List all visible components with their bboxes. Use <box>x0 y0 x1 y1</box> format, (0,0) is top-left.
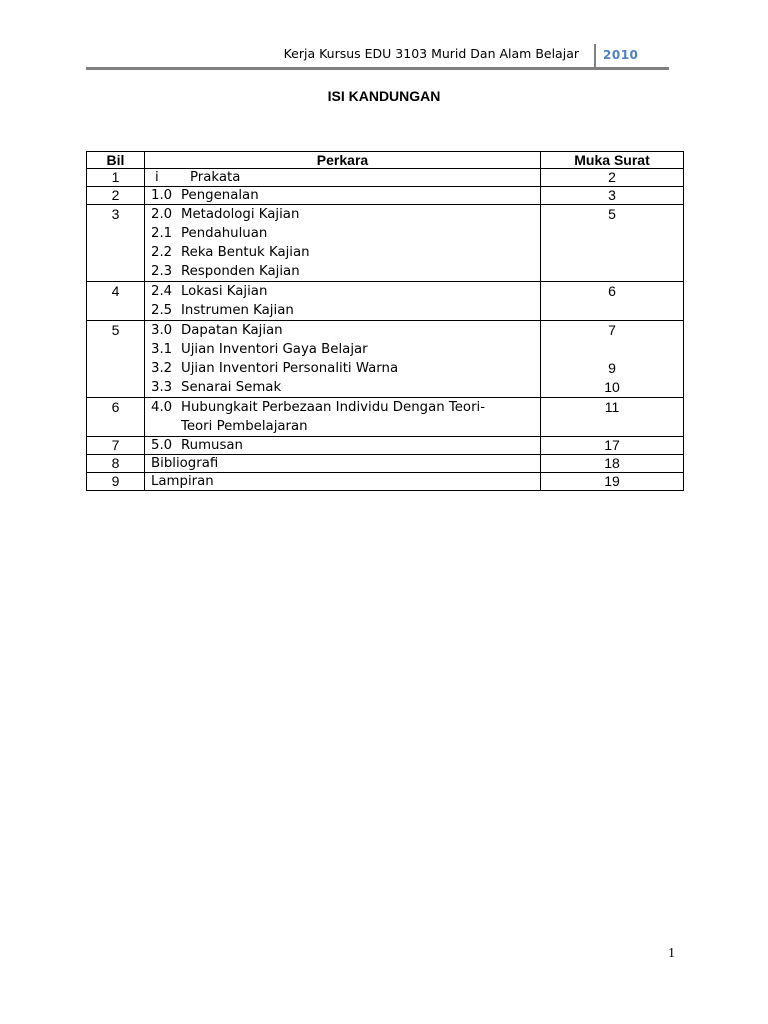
entry-title: Responden Kajian <box>181 264 300 279</box>
table-row <box>87 455 684 473</box>
cell-muka-surat <box>541 321 684 398</box>
column-header-perkara: Perkara <box>145 152 541 169</box>
table-row <box>87 437 684 455</box>
toc-entry <box>151 378 534 397</box>
entry-page: 5 <box>608 206 616 222</box>
entry-page: 10 <box>604 379 620 395</box>
entry-page: 2 <box>608 169 616 185</box>
cell-perkara <box>145 205 541 282</box>
cell-perkara <box>145 321 541 398</box>
entry-page: 11 <box>604 399 620 415</box>
entry-number: 2.5 <box>151 303 173 318</box>
cell-bil: 8 <box>87 455 145 473</box>
cell-bil: 1 <box>87 169 145 187</box>
toc-entry <box>151 473 534 490</box>
cell-bil: 5 <box>87 321 145 398</box>
entry-title: Teori Pembelajaran <box>181 419 308 434</box>
entry-number: 2.3 <box>151 264 173 279</box>
cell-muka-surat <box>541 205 684 282</box>
column-header-muka-surat: Muka Surat <box>541 152 684 169</box>
entry-title: Reka Bentuk Kajian <box>181 245 310 260</box>
entry-number: 5.0 <box>151 438 173 453</box>
header-rule <box>86 67 669 70</box>
entry-page <box>547 340 677 359</box>
toc-entry <box>151 187 534 204</box>
entry-title: Lokasi Kajian <box>181 284 268 299</box>
toc-entry <box>151 243 534 262</box>
entry-number: 2.1 <box>151 226 173 241</box>
entry-page <box>547 301 677 320</box>
entry-page <box>547 262 677 281</box>
cell-bil: 2 <box>87 187 145 205</box>
cell-perkara <box>145 187 541 205</box>
header-course-text: Kerja Kursus EDU 3103 Murid Dan Alam Belajar <box>283 46 579 61</box>
column-header-bil: Bil <box>87 152 145 169</box>
cell-perkara <box>145 282 541 321</box>
table-of-contents <box>86 151 684 491</box>
table-row <box>87 187 684 205</box>
entry-page: 17 <box>604 437 620 453</box>
cell-bil: 9 <box>87 473 145 491</box>
entry-title: Pengenalan <box>181 188 259 203</box>
toc-entry <box>151 359 534 378</box>
entry-title: Dapatan Kajian <box>181 323 283 338</box>
entry-title: Pendahuluan <box>181 226 268 241</box>
cell-perkara <box>145 437 541 455</box>
cell-muka-surat <box>541 398 684 437</box>
entry-page: 6 <box>608 283 616 299</box>
entry-page <box>547 224 677 243</box>
entry-number: 2.4 <box>151 284 173 299</box>
entry-title: Lampiran <box>151 474 214 489</box>
table-header-row <box>87 152 684 169</box>
entry-page <box>547 243 677 262</box>
entry-title: Bibliografi <box>151 456 219 471</box>
entry-number: 3.3 <box>151 380 173 395</box>
cell-bil: 6 <box>87 398 145 437</box>
entry-number: 3.0 <box>151 323 173 338</box>
entry-number: 4.0 <box>151 400 173 415</box>
toc-entry <box>151 455 534 472</box>
cell-bil: 4 <box>87 282 145 321</box>
toc-entry <box>151 282 534 301</box>
cell-muka-surat <box>541 473 684 491</box>
table-row <box>87 282 684 321</box>
cell-muka-surat <box>541 437 684 455</box>
header-divider <box>594 44 596 68</box>
toc-entry <box>151 205 534 224</box>
toc-entry <box>151 224 534 243</box>
entry-page: 9 <box>608 360 616 376</box>
cell-muka-surat <box>541 169 684 187</box>
table-row <box>87 398 684 437</box>
toc-entry <box>151 301 534 320</box>
entry-title: Instrumen Kajian <box>181 303 294 318</box>
toc-entry <box>151 262 534 281</box>
entry-number: 3.1 <box>151 342 173 357</box>
entry-number: 1.0 <box>151 188 173 203</box>
toc-entry <box>151 417 534 436</box>
entry-title: Prakata <box>190 170 241 185</box>
entry-page: 19 <box>604 473 620 489</box>
cell-muka-surat <box>541 455 684 473</box>
entry-page <box>547 417 677 436</box>
toc-entry <box>151 321 534 340</box>
document-title: ISI KANDUNGAN <box>327 88 441 104</box>
entry-page: 18 <box>604 455 620 471</box>
toc-entry <box>151 398 534 417</box>
header-year: 2010 <box>603 48 639 62</box>
cell-perkara <box>145 455 541 473</box>
table-row <box>87 473 684 491</box>
table-row <box>87 205 684 282</box>
entry-title: Ujian Inventori Gaya Belajar <box>181 342 368 357</box>
table-row <box>87 321 684 398</box>
entry-number: i <box>155 170 159 185</box>
entry-number: 3.2 <box>151 361 173 376</box>
cell-muka-surat <box>541 187 684 205</box>
cell-muka-surat <box>541 282 684 321</box>
cell-bil: 3 <box>87 205 145 282</box>
cell-bil: 7 <box>87 437 145 455</box>
entry-number: 2.0 <box>151 207 173 222</box>
entry-title: Hubungkait Perbezaan Individu Dengan Teori- <box>181 400 486 415</box>
toc-entry <box>151 437 534 454</box>
entry-title: Ujian Inventori Personaliti Warna <box>181 361 399 376</box>
toc-entry <box>151 340 534 359</box>
cell-perkara <box>145 169 541 187</box>
cell-perkara <box>145 473 541 491</box>
entry-number: 2.2 <box>151 245 173 260</box>
page-number: 1 <box>668 946 675 961</box>
toc-entry <box>151 169 534 186</box>
cell-perkara <box>145 398 541 437</box>
entry-page: 7 <box>608 322 616 338</box>
table-row <box>87 169 684 187</box>
entry-title: Rumusan <box>181 438 243 453</box>
entry-page: 3 <box>608 187 616 203</box>
entry-title: Senarai Semak <box>181 380 282 395</box>
entry-title: Metadologi Kajian <box>181 207 300 222</box>
